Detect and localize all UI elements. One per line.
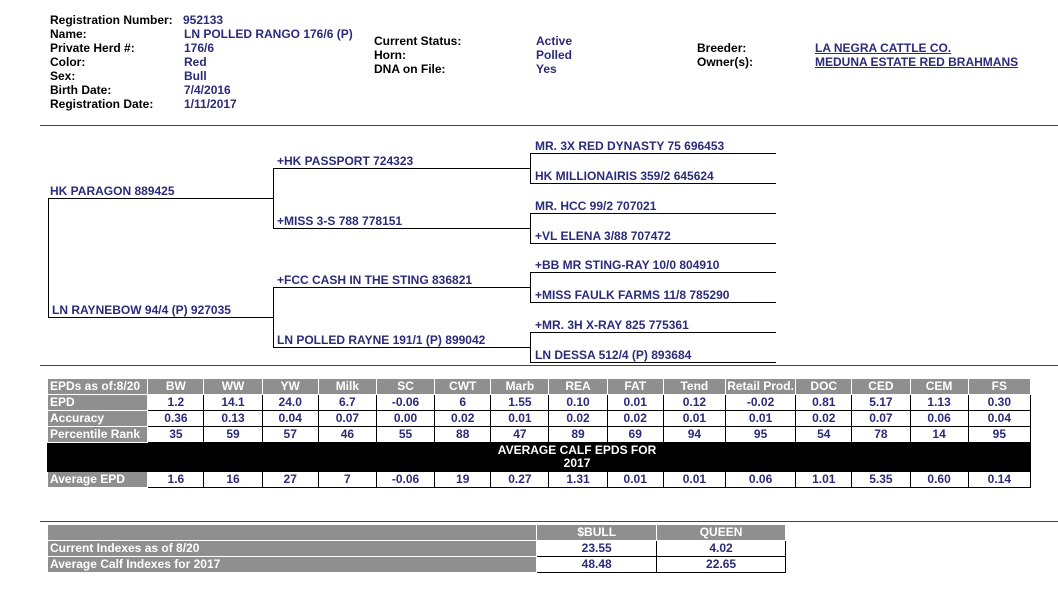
avg-cell: 0.60: [910, 472, 968, 488]
epd-col-10: Retail Prod.: [727, 379, 794, 393]
acc-cell: 0.01: [725, 411, 795, 427]
breeder-label: Breeder:: [697, 41, 747, 55]
acc-cell: 0.02: [549, 411, 607, 427]
epd-col-1: WW: [204, 379, 262, 395]
avg-cell: 27: [262, 472, 318, 488]
ssd[interactable]: HK MILLIONAIRIS 359/2 645624: [535, 169, 714, 183]
avg-index-label: Average Calf Indexes for 2017: [48, 557, 537, 573]
epd-cell: -0.02: [725, 395, 795, 411]
epd-col-4: SC: [376, 379, 434, 395]
epd-cell: 14.1: [204, 395, 262, 411]
owner-label: Owner(s):: [697, 55, 754, 69]
avg-cell: 0.01: [663, 472, 725, 488]
pct-cell: 55: [376, 427, 434, 443]
pct-cell: 57: [262, 427, 318, 443]
gen3-conn-3: [530, 272, 531, 302]
birth-label: Birth Date:: [50, 83, 112, 97]
breeder-link[interactable]: LA NEGRA CATTLE CO.: [815, 41, 952, 55]
pct-cell: 54: [796, 427, 852, 443]
regdate-label: Registration Date:: [50, 97, 154, 111]
epd-col-0: BW: [148, 379, 204, 395]
gen1-connector: [48, 198, 49, 317]
current-queen-value: 4.02: [657, 541, 786, 557]
epd-col-12: CED: [852, 379, 910, 395]
dss-line: [530, 272, 776, 273]
dsd[interactable]: +MISS FAULK FARMS 11/8 785290: [535, 288, 730, 302]
epd-date-header: EPDs as of:8/20: [48, 379, 148, 395]
dd-line: [273, 347, 530, 348]
epd-cell: 5.17: [852, 395, 910, 411]
epd-cell: 6: [435, 395, 491, 411]
current-index-label: Current Indexes as of 8/20: [48, 541, 537, 557]
status-info: [374, 34, 572, 76]
horn-value: Polled: [536, 48, 573, 62]
avg-bull-value: 48.48: [537, 557, 657, 573]
pct-cell: 59: [204, 427, 262, 443]
epd-col-8: FAT: [607, 379, 663, 395]
dam-sire[interactable]: +FCC CASH IN THE STING 836821: [277, 273, 473, 287]
epd-cell: 0.12: [663, 395, 725, 411]
pct-cell: 88: [435, 427, 491, 443]
queen-header: QUEEN: [657, 525, 786, 541]
calf-title-row: [48, 443, 1031, 472]
avg-cell: 0.06: [725, 472, 795, 488]
acc-cell: 0.02: [607, 411, 663, 427]
ddd[interactable]: LN DESSA 512/4 (P) 893684: [535, 348, 692, 362]
color-value: Red: [184, 55, 207, 69]
pct-cell: 89: [549, 427, 607, 443]
sss-line: [530, 153, 776, 154]
avg-cell: 19: [435, 472, 491, 488]
acc-cell: 0.07: [318, 411, 376, 427]
status-label: Current Status:: [374, 34, 462, 48]
epd-row-label: EPD: [48, 395, 148, 411]
dam[interactable]: LN RAYNEBOW 94/4 (P) 927035: [52, 303, 231, 317]
avg-epd-row-label: Average EPD: [48, 472, 148, 488]
dna-label: DNA on File:: [374, 62, 446, 76]
ds-line: [273, 287, 530, 288]
horn-label: Horn:: [374, 48, 406, 62]
dds-line: [530, 332, 776, 333]
acc-cell: 0.02: [435, 411, 491, 427]
avg-cell: 1.31: [549, 472, 607, 488]
dam-line: [48, 317, 273, 318]
current-bull-value: 23.55: [537, 541, 657, 557]
pct-cell: 94: [663, 427, 725, 443]
epd-cell: 1.2: [148, 395, 204, 411]
dam-dam[interactable]: LN POLLED RAYNE 191/1 (P) 899042: [277, 333, 486, 347]
sire-dam[interactable]: +MISS 3-S 788 778151: [277, 214, 403, 228]
pct-cell: 46: [318, 427, 376, 443]
acc-cell: 0.36: [148, 411, 204, 427]
gen2-connector-bottom: [273, 287, 274, 347]
breeder-info: [697, 41, 1018, 69]
pct-cell: 95: [968, 427, 1030, 443]
epd-col-9: Tend: [663, 379, 725, 395]
divider-3: [40, 521, 1058, 522]
gen3-conn-4: [530, 332, 531, 362]
dna-value: Yes: [536, 62, 557, 76]
status-value: Active: [536, 34, 573, 48]
pct-cell: 35: [148, 427, 204, 443]
percentile-row-label: Percentile Rank: [48, 427, 148, 443]
sex-value: Bull: [184, 69, 207, 83]
epd-col-14: FS: [968, 379, 1030, 395]
avg-cell: 0.27: [491, 472, 549, 488]
gen2-connector-top: [273, 168, 274, 228]
reg-number-label: Registration Number:: [50, 13, 173, 27]
ssd-line: [530, 183, 776, 184]
epd-cell: 0.10: [549, 395, 607, 411]
sex-label: Sex:: [50, 69, 76, 83]
acc-cell: 0.02: [796, 411, 852, 427]
epd-col-11: DOC: [796, 379, 852, 395]
name-label: Name:: [50, 27, 87, 41]
accuracy-row-label: Accuracy: [48, 411, 148, 427]
sdd[interactable]: +VL ELENA 3/88 707472: [535, 229, 671, 243]
avg-cell: 1.6: [148, 472, 204, 488]
avg-queen-value: 22.65: [657, 557, 786, 573]
color-label: Color:: [50, 55, 86, 69]
herd-label: Private Herd #:: [50, 41, 135, 55]
epd-col-6: Marb: [491, 379, 549, 395]
acc-cell: 0.06: [910, 411, 968, 427]
avg-cell: 7: [318, 472, 376, 488]
sire-line: [48, 198, 273, 199]
sds-line: [530, 213, 776, 214]
epd-cell: 6.7: [318, 395, 376, 411]
acc-cell: 0.00: [376, 411, 434, 427]
epd-col-2: YW: [262, 379, 318, 395]
divider-2: [40, 365, 1058, 366]
acc-cell: 0.13: [204, 411, 262, 427]
epd-cell: -0.06: [376, 395, 434, 411]
ss-line: [273, 168, 530, 169]
epd-cell: 1.13: [910, 395, 968, 411]
epd-cell: 0.01: [607, 395, 663, 411]
sss[interactable]: MR. 3X RED DYNASTY 75 696453: [535, 139, 725, 153]
pct-cell: 69: [607, 427, 663, 443]
regdate-value: 1/11/2017: [184, 97, 237, 111]
epd-cell: 0.30: [968, 395, 1030, 411]
name-value: LN POLLED RANGO 176/6 (P): [184, 27, 353, 41]
index-blank-header: [48, 525, 537, 541]
dsd-line: [530, 302, 776, 303]
avg-cell: 1.01: [796, 472, 852, 488]
epd-col-7: REA: [549, 379, 607, 395]
epd-cell: 0.81: [796, 395, 852, 411]
bull-header: $BULL: [537, 525, 657, 541]
epd-cell: 24.0: [262, 395, 318, 411]
epd-col-5: CWT: [435, 379, 491, 395]
epd-col-13: CEM: [910, 379, 968, 395]
acc-cell: 0.01: [491, 411, 549, 427]
avg-cell: 5.35: [852, 472, 910, 488]
calf-epd-title: AVERAGE CALF EPDS FOR 2017: [491, 443, 664, 472]
reg-number-value: 952133: [183, 13, 224, 27]
sdd-line: [530, 243, 776, 244]
ddd-line: [530, 362, 776, 363]
pct-cell: 78: [852, 427, 910, 443]
animal-info: [50, 13, 353, 111]
acc-cell: 0.01: [663, 411, 725, 427]
sire-sire[interactable]: +HK PASSPORT 724323: [277, 154, 414, 168]
sire[interactable]: HK PARAGON 889425: [50, 184, 175, 198]
gen3-conn-1: [530, 153, 531, 183]
pct-cell: 95: [725, 427, 795, 443]
avg-cell: 0.01: [607, 472, 663, 488]
dds[interactable]: +MR. 3H X-RAY 825 775361: [535, 318, 689, 332]
epd-col-3: Milk: [318, 379, 376, 395]
acc-cell: 0.04: [262, 411, 318, 427]
acc-cell: 0.07: [852, 411, 910, 427]
sd-line: [273, 228, 530, 229]
dss[interactable]: +BB MR STING-RAY 10/0 804910: [535, 258, 720, 272]
epd-table: [47, 378, 1031, 488]
avg-cell: 16: [204, 472, 262, 488]
index-table: [47, 524, 786, 573]
sds[interactable]: MR. HCC 99/2 707021: [535, 199, 657, 213]
avg-cell: 0.14: [968, 472, 1030, 488]
birth-value: 7/4/2016: [184, 83, 231, 97]
pct-cell: 47: [491, 427, 549, 443]
divider: [40, 125, 1058, 126]
epd-cell: 1.55: [491, 395, 549, 411]
owner-link[interactable]: MEDUNA ESTATE RED BRAHMANS: [815, 55, 1019, 69]
pct-cell: 14: [910, 427, 968, 443]
herd-value: 176/6: [184, 41, 215, 55]
avg-cell: -0.06: [376, 472, 434, 488]
acc-cell: 0.04: [968, 411, 1030, 427]
gen3-conn-2: [530, 213, 531, 243]
